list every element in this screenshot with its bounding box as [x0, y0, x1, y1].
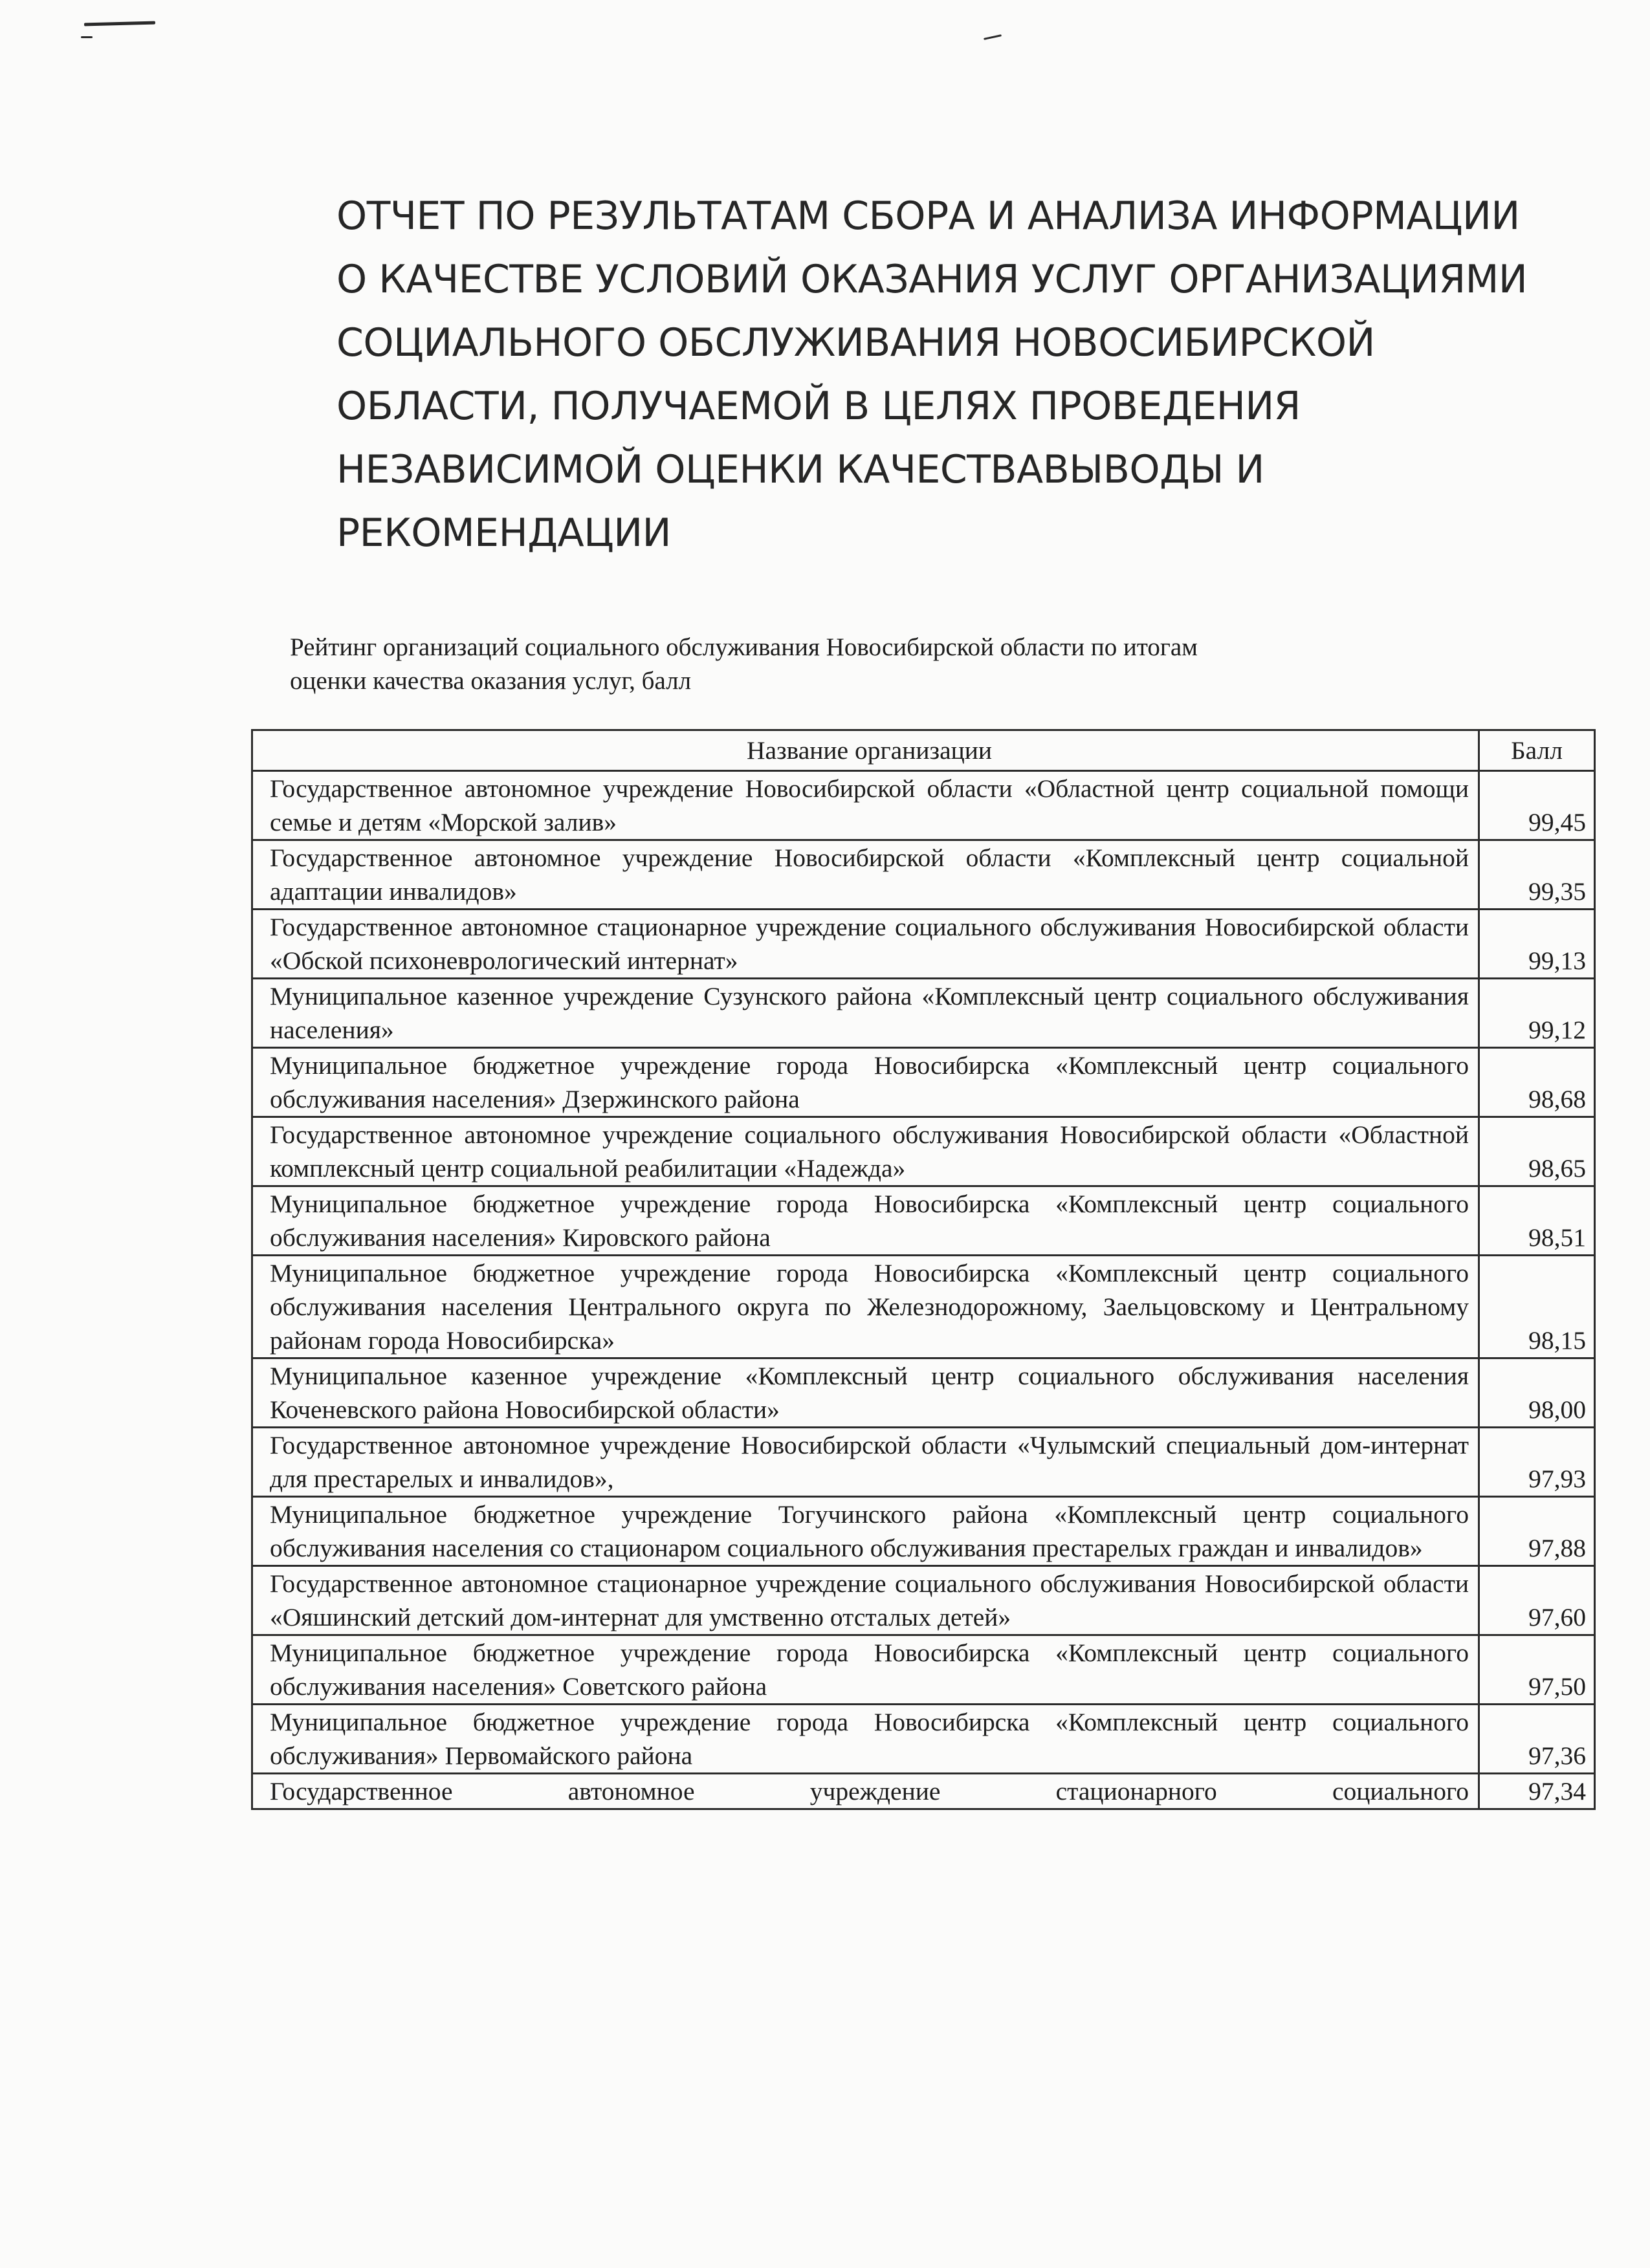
score-cell: 97,60 — [1479, 1566, 1595, 1635]
organization-name-line: социального обслуживания населения» — [270, 982, 1469, 1044]
score-cell: 97,93 — [1479, 1428, 1595, 1497]
organization-name-line: центр социальной помощи семье и детям «Морской залив» — [270, 774, 1469, 836]
organization-name-line: социального обслуживания населения со стационаром социального обслуживания — [270, 1500, 1469, 1562]
table-row — [252, 1048, 1595, 1117]
organization-name-line: Новосибирской области «Ояшинский детский дом-интернат для умственно — [270, 1569, 1469, 1631]
organization-name-cell — [252, 910, 1479, 979]
organization-name-line: Государственное автономное стационарное учреждение социального обслуживания — [270, 1569, 1196, 1598]
table-row — [252, 910, 1595, 979]
organization-name-line: Государственное автономное учреждение Новосибирской области «Чулымский — [270, 1431, 1156, 1459]
header-organization-name: Название организации — [252, 730, 1479, 771]
organization-name-cell — [252, 1566, 1479, 1635]
table-header-row — [252, 730, 1595, 771]
report-title-line: ОТЧЕТ ПО РЕЗУЛЬТАТАМ СБОРА И АНАЛИЗА ИНФОРМАЦИИ — [336, 193, 1520, 239]
table-row — [252, 771, 1595, 840]
organization-name-line: «Надежда» — [784, 1154, 906, 1183]
organization-name-line: социального обслуживания населения» Советского района — [270, 1639, 1469, 1701]
organization-name-cell — [252, 1048, 1479, 1117]
scan-pen-mark — [84, 21, 155, 27]
organization-name-line: Государственное автономное учреждение Новосибирской области «Комплексный — [270, 844, 1235, 872]
table-row — [252, 1774, 1595, 1809]
organization-name-cell — [252, 1497, 1479, 1566]
table-row — [252, 1117, 1595, 1186]
organization-name-cell — [252, 1256, 1479, 1358]
organization-name-line: социального обслуживания населения» Дзержинского района — [270, 1051, 1469, 1113]
organization-name-line: специальный дом-интернат для престарелых и инвалидов», — [270, 1431, 1469, 1493]
table-row — [252, 1256, 1595, 1358]
organization-name-line: Муниципальное казенное учреждение Сузунского района «Комплексный центр — [270, 982, 1157, 1010]
organization-name-line: социального обслуживания населения Центрального округа по Железнодорожному, — [270, 1259, 1469, 1321]
score-cell: 97,88 — [1479, 1497, 1595, 1566]
organization-name-line: Муниципальное бюджетное учреждение города Новосибирска «Комплексный центр — [270, 1708, 1307, 1736]
organization-name-line: Новосибирской области «Областной комплексный центр социальной реабилитации — [270, 1120, 1469, 1183]
organization-name-line: Муниципальное казенное учреждение «Комплексный центр социального — [270, 1362, 1155, 1390]
organization-name-cell — [252, 840, 1479, 910]
report-title-line: РЕКОМЕНДАЦИИ — [336, 510, 671, 556]
organization-name-line: Государственное автономное стационарное учреждение социального обслуживания — [270, 913, 1196, 941]
score-cell: 97,50 — [1479, 1635, 1595, 1705]
table-caption-line: оценки качества оказания услуг, балл — [290, 667, 692, 695]
report-title-line: НЕЗАВИСИМОЙ ОЦЕНКИ КАЧЕСТВАВЫВОДЫ И — [336, 447, 1264, 492]
header-score: Балл — [1479, 730, 1595, 771]
organization-name-line: социального обслуживания» Первомайского района — [270, 1708, 1469, 1770]
score-cell: 99,12 — [1479, 979, 1595, 1048]
organization-name-cell — [252, 1705, 1479, 1774]
organization-name-cell — [252, 1117, 1479, 1186]
report-title-line: ОБЛАСТИ, ПОЛУЧАЕМОЙ В ЦЕЛЯХ ПРОВЕДЕНИЯ — [336, 384, 1301, 429]
rating-table-body — [252, 771, 1595, 1809]
score-cell: 97,36 — [1479, 1705, 1595, 1774]
table-row — [252, 1358, 1595, 1428]
organization-name-line: обслуживания населения Коченевского района Новосибирской области» — [270, 1362, 1469, 1424]
organization-name-line: Муниципальное бюджетное учреждение города Новосибирска «Комплексный центр — [270, 1190, 1307, 1218]
score-cell: 98,65 — [1479, 1117, 1595, 1186]
table-caption — [290, 631, 1552, 698]
score-cell: 99,45 — [1479, 771, 1595, 840]
table-row — [252, 1566, 1595, 1635]
report-title — [336, 184, 1566, 565]
score-cell: 98,68 — [1479, 1048, 1595, 1117]
organization-name-cell — [252, 979, 1479, 1048]
organization-name-line: Новосибирской области «Обской психоневрологический интернат» — [270, 913, 1469, 975]
organization-name-line: центр социальной адаптации инвалидов» — [270, 844, 1469, 906]
score-cell: 98,51 — [1479, 1186, 1595, 1256]
table-row — [252, 840, 1595, 910]
organization-name-line: Государственное автономное учреждение социального обслуживания — [270, 1120, 1049, 1149]
organization-name-cell — [252, 1774, 1479, 1809]
scan-pen-mark — [984, 34, 1002, 40]
organization-name-line: Муниципальное бюджетное учреждение Тогучинского района «Комплексный центр — [270, 1500, 1306, 1529]
scan-pen-mark — [81, 36, 93, 38]
score-cell: 98,00 — [1479, 1358, 1595, 1428]
organization-name-line: Муниципальное бюджетное учреждение города Новосибирска «Комплексный центр — [270, 1051, 1307, 1080]
score-cell: 99,35 — [1479, 840, 1595, 910]
table-row — [252, 1705, 1595, 1774]
organization-name-line: Муниципальное бюджетное учреждение города Новосибирска «Комплексный центр — [270, 1639, 1307, 1667]
organization-name-line: Муниципальное бюджетное учреждение города Новосибирска «Комплексный центр — [270, 1259, 1307, 1287]
score-cell: 97,34 — [1479, 1774, 1595, 1809]
table-caption-line: Рейтинг организаций социального обслуживания Новосибирской области по итогам — [290, 633, 1198, 661]
organization-name-line: Заельцовскому и Центральному районам города Новосибирска» — [270, 1292, 1469, 1355]
table-row — [252, 1635, 1595, 1705]
organization-name-line: престарелых граждан и инвалидов» — [1032, 1534, 1423, 1562]
report-title-line: О КАЧЕСТВЕ УСЛОВИЙ ОКАЗАНИЯ УСЛУГ ОРГАНИЗАЦИЯМИ — [336, 257, 1528, 302]
organization-name-line: Государственное автономное учреждение Новосибирской области «Областной — [270, 774, 1155, 803]
table-row — [252, 1497, 1595, 1566]
score-cell: 98,15 — [1479, 1256, 1595, 1358]
organization-name-cell — [252, 771, 1479, 840]
organization-name-cell — [252, 1635, 1479, 1705]
organization-name-line: социального обслуживания населения» Кировского района — [270, 1190, 1469, 1252]
table-row — [252, 1186, 1595, 1256]
rating-table — [251, 729, 1596, 1810]
organization-name-cell — [252, 1358, 1479, 1428]
organization-name-cell — [252, 1428, 1479, 1497]
table-row — [252, 979, 1595, 1048]
score-cell: 99,13 — [1479, 910, 1595, 979]
organization-name-line: отсталых детей» — [830, 1603, 1011, 1631]
table-row — [252, 1428, 1595, 1497]
organization-name-line: Государственное автономное учреждение стационарного социального — [270, 1777, 1469, 1805]
organization-name-cell — [252, 1186, 1479, 1256]
report-title-line: СОЦИАЛЬНОГО ОБСЛУЖИВАНИЯ НОВОСИБИРСКОЙ — [336, 320, 1375, 365]
